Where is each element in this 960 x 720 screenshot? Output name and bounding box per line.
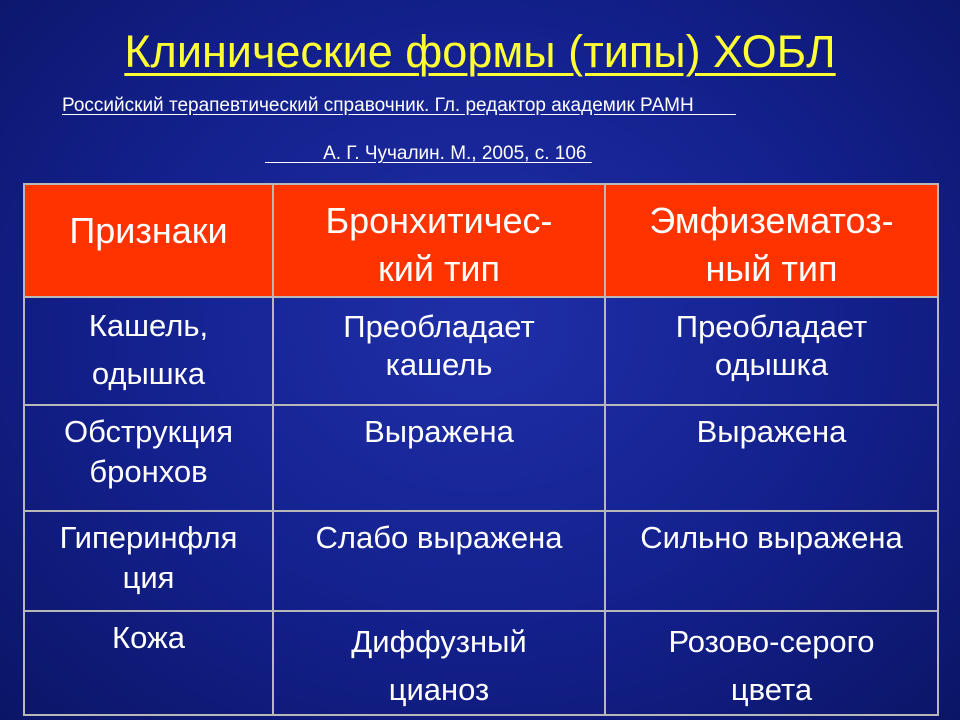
table-cell: Гиперинфля ция xyxy=(24,511,273,611)
table-row xyxy=(24,511,938,611)
table-cell: Преобладает одышка xyxy=(605,297,938,405)
table-cell: Розово-серого цвета xyxy=(605,611,938,715)
table-header-row xyxy=(24,184,938,297)
table-cell: Выражена xyxy=(605,405,938,511)
source-citation-line-2: А. Г. Чучалин. М., 2005, с. 106 xyxy=(265,143,592,164)
source-citation-line-1: Российский терапевтический справочник. Гл. редактор академик РАМН xyxy=(62,95,736,116)
table-cell: Сильно выражена xyxy=(605,511,938,611)
slide-title xyxy=(0,22,960,82)
table-cell: Кожа xyxy=(24,611,273,715)
table-row xyxy=(24,611,938,715)
slide-title-text: Клинические формы (типы) ХОБЛ xyxy=(124,26,836,77)
header-cell-bronchitic-type: Бронхитичес- кий тип xyxy=(273,184,605,297)
table-cell: Обструкция бронхов xyxy=(24,405,273,511)
header-cell-signs: Признаки xyxy=(24,184,273,297)
table-row xyxy=(24,297,938,405)
table-cell: Диффузный цианоз xyxy=(273,611,605,715)
copd-forms-table xyxy=(23,183,939,716)
table-row xyxy=(24,405,938,511)
header-cell-emphysematous-type: Эмфизематоз- ный тип xyxy=(605,184,938,297)
table-cell: Выражена xyxy=(273,405,605,511)
table-cell: Кашель, одышка xyxy=(24,297,273,405)
table-cell: Слабо выражена xyxy=(273,511,605,611)
table-cell: Преобладает кашель xyxy=(273,297,605,405)
